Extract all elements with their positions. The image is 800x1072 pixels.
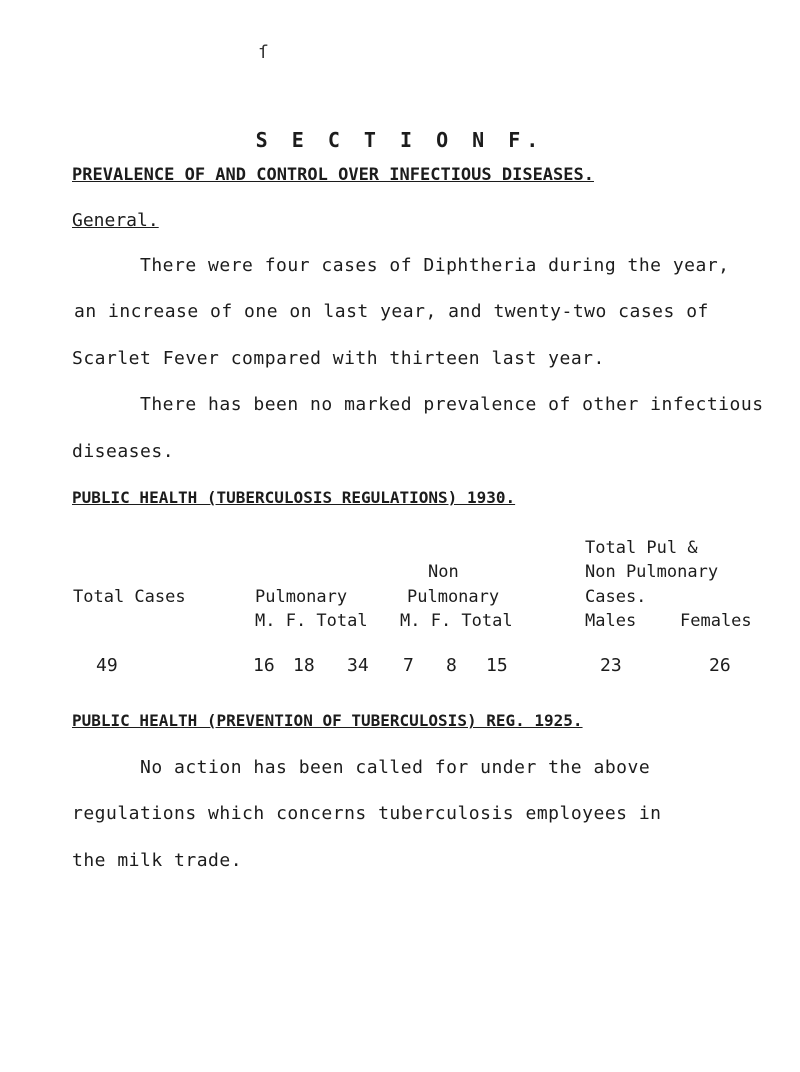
margin-mark: ſ bbox=[258, 42, 269, 63]
para3-line3: the milk trade. bbox=[72, 850, 243, 871]
header-non-pulmonary-cases: Non Pulmonary bbox=[585, 562, 719, 582]
para3-line2: regulations which concerns tuberculosis employees in bbox=[72, 803, 662, 824]
para2-line2: diseases. bbox=[72, 441, 175, 462]
header-cases: Cases. bbox=[585, 587, 647, 607]
header-non: Non bbox=[428, 562, 459, 582]
para3-line1: No action has been called for under the above bbox=[140, 757, 651, 778]
cell-non-f: 8 bbox=[446, 655, 457, 676]
header-pulmonary: Pulmonary bbox=[255, 587, 348, 607]
table-heading: PUBLIC HEALTH (TUBERCULOSIS REGULATIONS) 1930. bbox=[72, 488, 516, 507]
main-heading: PREVALENCE OF AND CONTROL OVER INFECTIOUS DISEASES. bbox=[72, 165, 594, 185]
header-mf-pulmonary: M. F. Total bbox=[255, 611, 368, 631]
para1-line3: Scarlet Fever compared with thirteen last year. bbox=[72, 348, 605, 369]
para1-line2: an increase of one on last year, and twenty-two cases of bbox=[74, 301, 709, 322]
cell-non-total: 15 bbox=[486, 655, 508, 676]
header-total-cases: Total Cases bbox=[73, 587, 186, 607]
header-males: Males bbox=[585, 611, 637, 631]
cell-males: 23 bbox=[600, 655, 622, 676]
subheading-general: General. bbox=[72, 210, 159, 231]
cell-total: 49 bbox=[96, 655, 118, 676]
para2-line1: There has been no marked prevalence of other infectious bbox=[140, 394, 764, 415]
cell-pul-m: 16 bbox=[253, 655, 275, 676]
cell-females: 26 bbox=[709, 655, 731, 676]
cell-pul-total: 34 bbox=[347, 655, 369, 676]
header-total-pul: Total Pul & bbox=[585, 538, 698, 558]
section-title: S E C T I O N F. bbox=[255, 128, 545, 152]
header-non-pulmonary: Pulmonary bbox=[407, 587, 500, 607]
cell-pul-f: 18 bbox=[293, 655, 315, 676]
header-mf-non-pulmonary: M. F. Total bbox=[400, 611, 513, 631]
cell-non-m: 7 bbox=[403, 655, 414, 676]
header-females: Females bbox=[680, 611, 752, 631]
heading-prevention: PUBLIC HEALTH (PREVENTION OF TUBERCULOSIS) REG. 1925. bbox=[72, 711, 583, 730]
para1-line1: There were four cases of Diphtheria during the year, bbox=[140, 255, 730, 276]
